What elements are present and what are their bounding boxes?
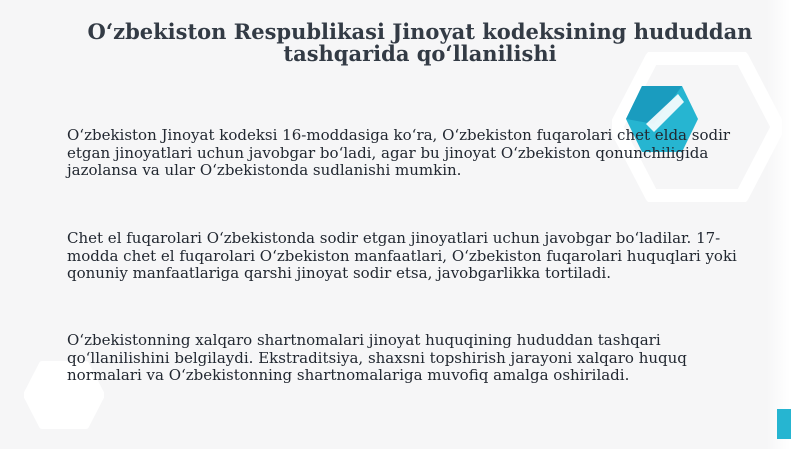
paragraph-1: O‘zbekiston Jinoyat kodeksi 16-moddasiga ko‘ra, O‘zbekiston fuqarolari chet elda sodir etgan jinoyatlari uchun javobgar bo‘ladi, agar bu jinoyat O‘zbekiston qonunchiligida jazolansa va ular O‘zbekistonda sudlanishi mumkin. bbox=[67, 126, 731, 179]
right-edge-fade bbox=[766, 0, 800, 449]
page-title: O‘zbekiston Respublikasi Jinoyat kodeksining hududdan tashqarida qo‘llanilishi bbox=[87, 19, 753, 66]
paragraph-2: Chet el fuqarolari O‘zbekistonda sodir etgan jinoyatlari uchun javobgar bo‘ladilar. 17-modda chet el fuqarolari O‘zbekiston manfaatlari, O‘zbekiston fuqarolari huquqlari yoki qonuniy manfaatlariga qarshi jinoyat sodir etsa, javobgarlikka tortiladi. bbox=[67, 229, 737, 282]
paragraph-3: O‘zbekistonning xalqaro shartnomalari jinoyat huquqining hududdan tashqari qo‘llanilishini belgilaydi. Ekstraditsiya, shaxsni topshirish jarayoni xalqaro huquq normalari va O‘zbekistonning shartnomalariga muvofiq amalga oshiriladi. bbox=[67, 331, 687, 384]
accent-bar bbox=[777, 409, 791, 439]
